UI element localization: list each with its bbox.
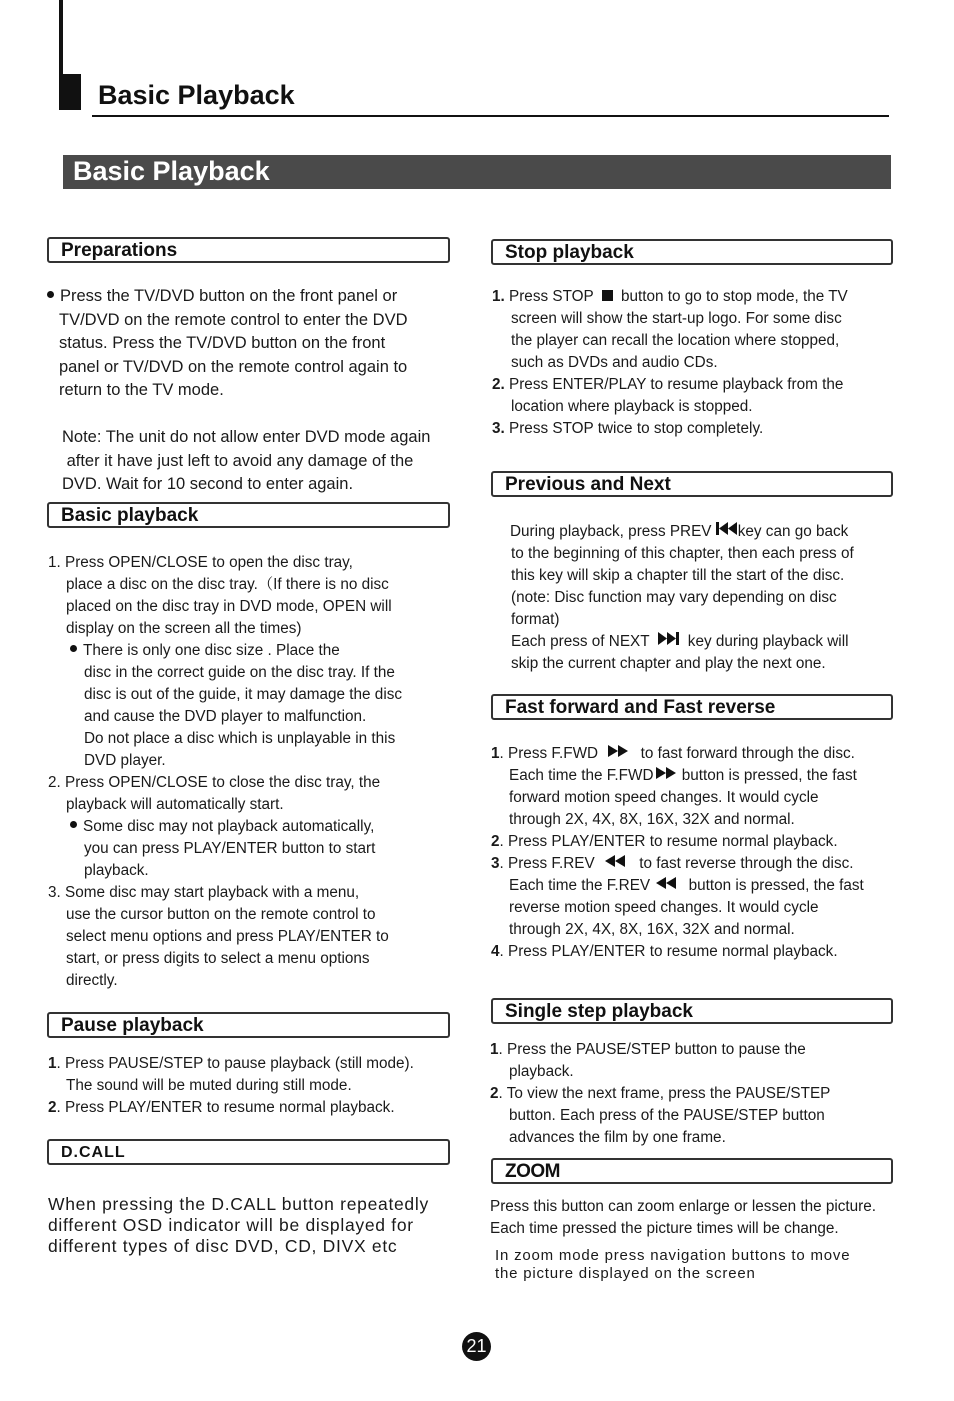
text-line: to the beginning of this chapter, then each press of (511, 545, 854, 563)
pause-playback-text: 1. Press PAUSE/STEP to pause playback (still mode). The sound will be muted during still mode. 2. Press PLAY/ENTER to resume normal playback. (48, 1055, 414, 1116)
text-line: Press ENTER/PLAY to resume playback from the (504, 376, 844, 393)
previous-next-heading (491, 471, 893, 497)
text-line: and cause the DVD player to malfunction. (84, 708, 367, 725)
text-line: In zoom mode press navigation buttons to move (495, 1247, 851, 1264)
dcall-heading-text: D.CALL (61, 1144, 126, 1161)
previous-next-heading-text: Previous and Next (505, 474, 671, 495)
text-line: disc in the correct guide on the disc tray. If the (84, 664, 395, 681)
preparations-heading-text: Preparations (61, 240, 178, 261)
dcall-heading (47, 1139, 450, 1165)
text-line: . Press PLAY/ENTER to resume normal playback. (499, 943, 838, 961)
text-line: button. Each press of the PAUSE/STEP button (509, 1107, 825, 1124)
text-line: placed on the disc tray in DVD mode, OPEN will (66, 598, 392, 615)
page-title: Basic Playback (98, 80, 295, 110)
text-line: status. Press the TV/DVD button on the front (59, 334, 386, 352)
text-line: Some disc may not playback automatically, (83, 818, 375, 835)
text-line: return to the TV mode. (59, 381, 224, 399)
section-banner (63, 155, 891, 189)
text-line: . Press PLAY/ENTER to resume normal playback. (56, 1099, 395, 1116)
text-line: format) (511, 611, 560, 629)
text-line: playback. (509, 1063, 574, 1080)
previous-next-text: During playback, press PREV key can go back to the beginning of this chapter, then each press of this key will skip a chapter till the start of the disc. (note: Disc function may vary depending on disc format) Each press of NEXT key during playback will skip the current chapter and play the next one. (510, 521, 854, 675)
fast-reverse-icon (605, 852, 625, 874)
text-line: . Press the PAUSE/STEP button to pause the (498, 1041, 806, 1058)
text-line: Do not place a disc which is unplayable in this (84, 730, 396, 747)
text-line: the player can recall the location where stopped, (511, 332, 840, 349)
text-line: (note: Disc function may vary depending on disc (511, 589, 837, 607)
banner-title: Basic Playback (73, 156, 270, 186)
text-line: . Press PAUSE/STEP to pause playback (still mode). (56, 1055, 414, 1072)
text-line: playback. (84, 862, 149, 879)
fast-forward-reverse-heading (491, 694, 893, 720)
bullet-icon (47, 291, 54, 298)
fast-forward-reverse-heading-text: Fast forward and Fast reverse (505, 697, 776, 718)
single-step-text: 1. Press the PAUSE/STEP button to pause the playback. 2. To view the next frame, press the PAUSE/STEP button. Each press of the PAUSE/STEP button advances the film by one frame. (490, 1039, 830, 1149)
text-line: . Press PLAY/ENTER to resume normal playback. (499, 833, 838, 851)
text-line: reverse motion speed changes. It would cycle (509, 899, 819, 917)
stop-playback-heading-text: Stop playback (505, 242, 634, 263)
pause-playback-heading (47, 1012, 450, 1038)
basic-playback-text (48, 552, 402, 992)
stop-playback-heading (491, 239, 893, 265)
page-number: 21 (462, 1332, 491, 1361)
text-line: different types of disc DVD, CD, DIVX etc (48, 1236, 398, 1256)
text-line: through 2X, 4X, 8X, 16X, 32X and normal. (509, 811, 795, 829)
text-line: screen will show the start-up logo. For some disc (511, 310, 842, 327)
basic-playback-heading (47, 502, 450, 528)
bullet-icon (70, 821, 77, 828)
text-line: forward motion speed changes. It would cycle (509, 789, 819, 807)
text-line: 1. Press OPEN/CLOSE to open the disc tray, (48, 554, 353, 571)
text-line: . To view the next frame, press the PAUSE/STEP (498, 1085, 831, 1102)
note-line: Note: The unit do not allow enter DVD mode again (62, 428, 431, 446)
fast-forward-icon (656, 764, 676, 786)
zoom-note (495, 1247, 850, 1283)
zoom-heading-text: ZOOM (505, 1161, 560, 1182)
fast-reverse-icon (656, 874, 676, 896)
dcall-text (48, 1194, 429, 1257)
basic-playback-heading-text: Basic playback (61, 505, 199, 526)
bullet-icon (70, 645, 77, 652)
text-line: panel or TV/DVD on the remote control again to (59, 357, 408, 376)
text-line: place a disc on the disc tray.（If there is no disc (66, 576, 389, 593)
preparations-note (62, 426, 430, 497)
preparations-text (47, 285, 408, 403)
pause-playback-heading-text: Pause playback (61, 1015, 204, 1036)
text-line: playback will automatically start. (66, 796, 284, 813)
text-line: location where playback is stopped. (511, 398, 753, 415)
prev-icon (716, 520, 738, 542)
header-rule (92, 115, 889, 117)
text-line: the picture displayed on the screen (495, 1265, 756, 1282)
zoom-text (490, 1196, 876, 1240)
text-line: disc is out of the guide, it may damage the disc (84, 686, 403, 703)
text-line: select menu options and press PLAY/ENTER to (66, 928, 389, 945)
text-line: Each time pressed the picture times will be change. (490, 1220, 839, 1237)
single-step-heading (491, 998, 893, 1024)
note-line: after it have just left to avoid any damage of the (62, 451, 414, 470)
text-line: through 2X, 4X, 8X, 16X, 32X and normal. (509, 921, 795, 939)
next-icon (658, 630, 680, 652)
text-line: Press STOP twice to stop completely. (504, 420, 764, 437)
text-line: this key will skip a chapter till the start of the disc. (511, 567, 845, 585)
single-step-heading-text: Single step playback (505, 1001, 693, 1022)
text-line: Press this button can zoom enlarge or lessen the picture. (490, 1198, 877, 1215)
zoom-heading (491, 1158, 893, 1184)
fast-forward-icon (608, 742, 628, 764)
text-line: Press the TV/DVD button on the front panel or (47, 285, 408, 309)
preparations-heading (47, 237, 450, 263)
text-line: 3. Some disc may start playback with a menu, (48, 884, 360, 901)
text-line: DVD player. (84, 752, 166, 769)
text-line: use the cursor button on the remote control to (66, 906, 376, 923)
text-line: There is only one disc size . Place the (83, 642, 340, 659)
text-line: display on the screen all the times) (66, 620, 302, 637)
note-line: DVD. Wait for 10 second to enter again. (62, 475, 354, 493)
text-line: The sound will be muted during still mode. (66, 1077, 352, 1094)
text-line: directly. (66, 972, 118, 989)
text-line: When pressing the D.CALL button repeatedly (48, 1194, 429, 1214)
text-line: skip the current chapter and play the next one. (511, 655, 826, 673)
text-line: advances the film by one frame. (509, 1129, 726, 1146)
text-line: 2. Press OPEN/CLOSE to close the disc tray, the (48, 774, 381, 791)
text-line: you can press PLAY/ENTER button to start (84, 840, 376, 857)
text-line: different OSD indicator will be displayed for (48, 1215, 414, 1235)
text-line: such as DVDs and audio CDs. (511, 354, 718, 371)
header-accent-block (59, 74, 81, 110)
text-line: start, or press digits to select a menu options (66, 950, 370, 967)
stop-icon (602, 290, 613, 301)
stop-playback-text: 1. Press STOP button to go to stop mode, the TV screen will show the start-up logo. For some disc the player can recall the location where stopped, such as DVDs and audio CDs. 2. Press ENTER/PLAY to resume playback from the location where playback is stopped. 3. Press STOP twice to stop completely. (492, 288, 848, 437)
text-line: TV/DVD on the remote control to enter the DVD (59, 310, 408, 329)
fast-forward-reverse-text: 1. Press F.FWD to fast forward through the disc. Each time the F.FWD button is pressed, the fast forward motion speed changes. It would cycle through 2X, 4X, 8X, 16X, 32X and normal. 2. Press PLAY/ENTER to resume normal playback. 3. Press F.REV to fast reverse through the disc. Each time the F.REV button is pressed, the fast reverse motion speed changes. It would cycle through 2X, 4X, 8X, 16X, 32X and normal. 4. Press PLAY/ENTER to resume normal playback. (491, 743, 864, 963)
